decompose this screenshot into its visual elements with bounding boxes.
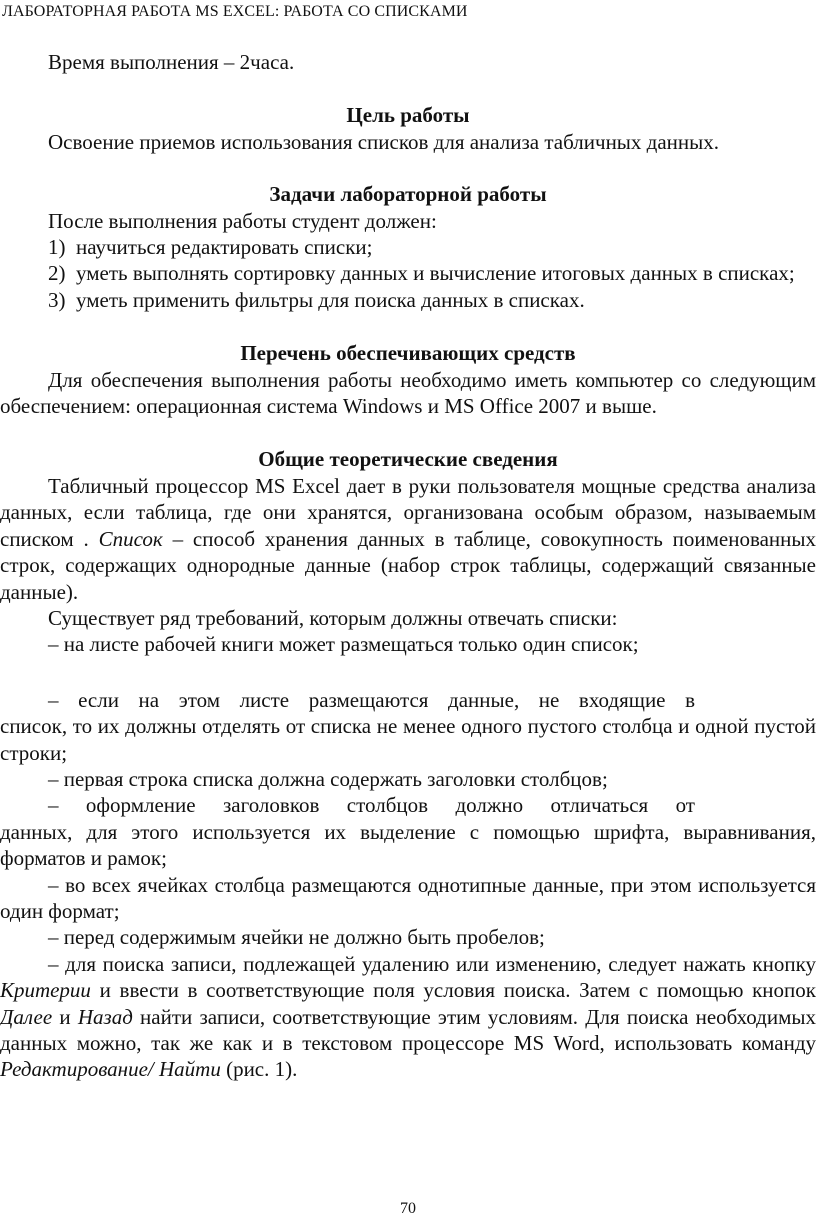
running-title: ЛАБОРАТОРНАЯ РАБОТА MS EXCEL: РАБОТА СО СПИСКАМИ (2, 3, 468, 20)
task-text: научиться редактировать списки; (76, 235, 373, 260)
term-list: Список (98, 526, 163, 551)
term-next: Далее (0, 1004, 53, 1029)
tasks-intro: После выполнения работы студент должен: (48, 208, 437, 233)
requirement-item-first-line: – оформление заголовков столбцов должно отличаться от (48, 793, 695, 818)
requirement-text: – для поиска записи, подлежащей удалению или изменению, следует нажать кнопку (48, 951, 816, 976)
task-number: 3) (48, 287, 66, 312)
tasks-heading: Задачи лабораторной работы (269, 182, 547, 207)
requirement-item-first-line: – если на этом листе размещаются данные, не входящие в (48, 687, 695, 712)
theory-heading: Общие теоретические сведения (258, 447, 558, 472)
requirement-item: – первая строка списка должна содержать заголовки столбцов; (48, 766, 608, 791)
page-body (0, 49, 816, 1083)
theory-text: Табличный процессор MS Excel дает в руки пользователя мощные средства анализа данных, если таблица, где они хранятся, организована особым образом, называемым списком . (0, 473, 816, 551)
requirement-text: и (52, 1004, 78, 1029)
task-item (0, 234, 816, 260)
requirement-text: и ввести в соответствующие поля условия поиска. Затем с помощью кнопок (90, 978, 816, 1003)
goal-text: Освоение приемов использования списков для анализа табличных данных. (48, 129, 720, 154)
requirements-intro: Существует ряд требований, которым должны отвечать списки: (48, 605, 618, 630)
requirement-item-search (0, 951, 816, 1083)
duration-line: Время выполнения – 2часа. (48, 50, 295, 74)
task-number: 1) (48, 235, 66, 260)
requirement-item-continuation: данных, для этого используется их выделение с помощью шрифта, выравнивания, форматов и рамок; (0, 819, 816, 871)
requirement-item: – во всех ячейках столбца размещаются однотипные данные, при этом используется один формат; (0, 872, 816, 923)
task-item (0, 260, 816, 286)
requirement-text: найти записи, соответствующие этим условиям. Для поиска необходимых данных можно, так же как и в текстовом процессоре MS Word, использовать команду (0, 1004, 816, 1055)
theory-paragraph (0, 473, 816, 605)
task-item (0, 287, 816, 313)
task-number: 2) (48, 261, 66, 286)
goal-heading: Цель работы (346, 103, 470, 128)
task-text: уметь выполнять сортировку данных и вычисление итоговых данных в списках; (76, 261, 795, 286)
term-edit-find: Редактирование/ Найти (0, 1057, 221, 1082)
tools-text: Для обеспечения выполнения работы необходимо иметь компьютер со следующим обеспечением: операционная система Windows и MS Office 2007 и выше. (0, 367, 816, 419)
tools-heading: Перечень обеспечивающих средств (240, 341, 576, 366)
theory-text: – способ хранения данных в таблице, совокупность поименованных строк, содержащих однородные данные (набор строк таблицы, содержащий связанные данные). (0, 526, 816, 604)
task-text: уметь применить фильтры для поиска данных в списках. (76, 287, 585, 312)
requirement-text: (рис. 1). (220, 1057, 298, 1082)
term-criteria: Критерии (0, 978, 91, 1003)
requirement-item-continuation: список, то их должны отделять от списка не менее одного пустого столбца и одной пустой строки; (0, 714, 816, 765)
requirement-item: – перед содержимым ячейки не должно быть пробелов; (48, 925, 545, 950)
requirement-item: – на листе рабочей книги может размещаться только один список; (48, 632, 639, 657)
page-number: 70 (400, 1200, 416, 1217)
term-back: Назад (77, 1004, 133, 1029)
